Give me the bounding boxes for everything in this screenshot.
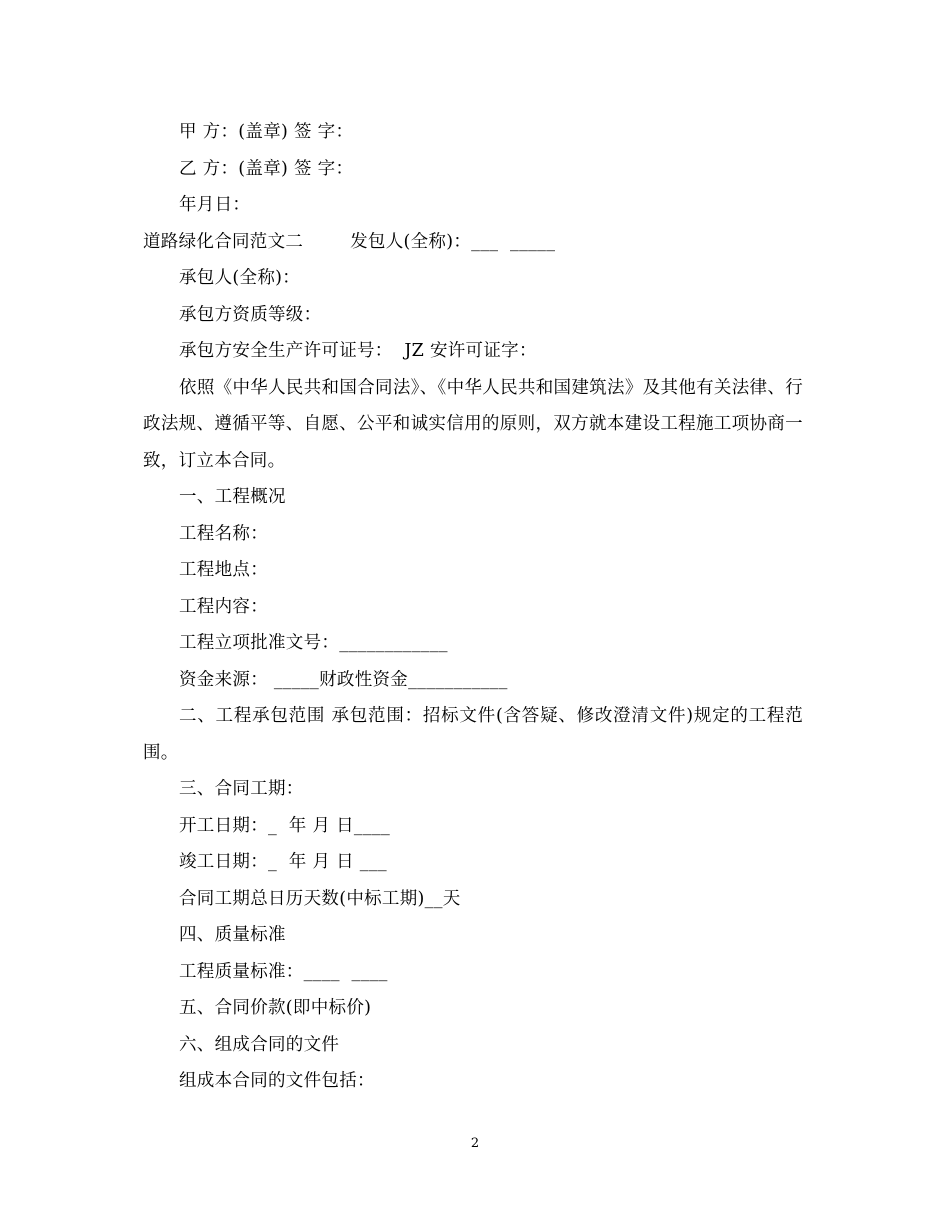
contractor-qualification-line: 承包方资质等级： bbox=[179, 304, 322, 325]
contractor-name-line: 承包人(全称)： bbox=[179, 268, 301, 288]
project-content-line: 工程内容： bbox=[179, 596, 268, 617]
section-2-paragraph: 二、工程承包范围 承包范围：招标文件(含答疑、修改澄清文件)规定的工程范围。 bbox=[143, 706, 803, 763]
section-5-heading: 五、合同价款(即中标价) bbox=[179, 998, 372, 1018]
start-date-line: 开工日期：_ 年 月 日____ bbox=[179, 815, 391, 836]
total-days-line: 合同工期总日历天数(中标工期)__天 bbox=[179, 888, 461, 909]
completion-date-line: 竣工日期：_ 年 月 日 ___ bbox=[179, 852, 387, 872]
safety-license-line: 承包方安全生产许可证号： JZ 安许可证字： bbox=[179, 341, 537, 361]
funding-source-line: 资金来源： _____财政性资金___________ bbox=[179, 669, 508, 690]
contract-documents-line: 组成本合同的文件包括： bbox=[179, 1071, 375, 1091]
document-body bbox=[143, 114, 803, 1100]
contract-title-and-employer-line: 道路绿化合同范文二 发包人(全称)：___ _____ bbox=[143, 231, 556, 252]
date-line: 年月日： bbox=[179, 195, 251, 215]
project-location-line: 工程地点： bbox=[179, 560, 268, 580]
preamble-paragraph: 依照《中华人民共和国合同法》、《中华人民共和国建筑法》及其他有关法律、行政法规、遵循平等、自愿、公平和诚实信用的原则，双方就本建设工程施工项协商一致，订立本合同。 bbox=[143, 377, 803, 471]
party-b-signature-line: 乙 方：(盖章) 签 字： bbox=[179, 158, 354, 179]
page-number: 2 bbox=[470, 1136, 480, 1151]
party-a-signature-line: 甲 方：(盖章) 签 字： bbox=[179, 122, 354, 142]
section-4-heading: 四、质量标准 bbox=[179, 925, 286, 945]
project-name-line: 工程名称： bbox=[179, 523, 268, 544]
section-6-heading: 六、组成合同的文件 bbox=[179, 1034, 340, 1055]
approval-number-line: 工程立项批准文号：____________ bbox=[179, 633, 448, 653]
section-1-heading: 一、工程概况 bbox=[179, 487, 286, 507]
quality-standard-line: 工程质量标准：____ ____ bbox=[179, 961, 388, 982]
section-3-heading: 三、合同工期： bbox=[179, 779, 304, 799]
